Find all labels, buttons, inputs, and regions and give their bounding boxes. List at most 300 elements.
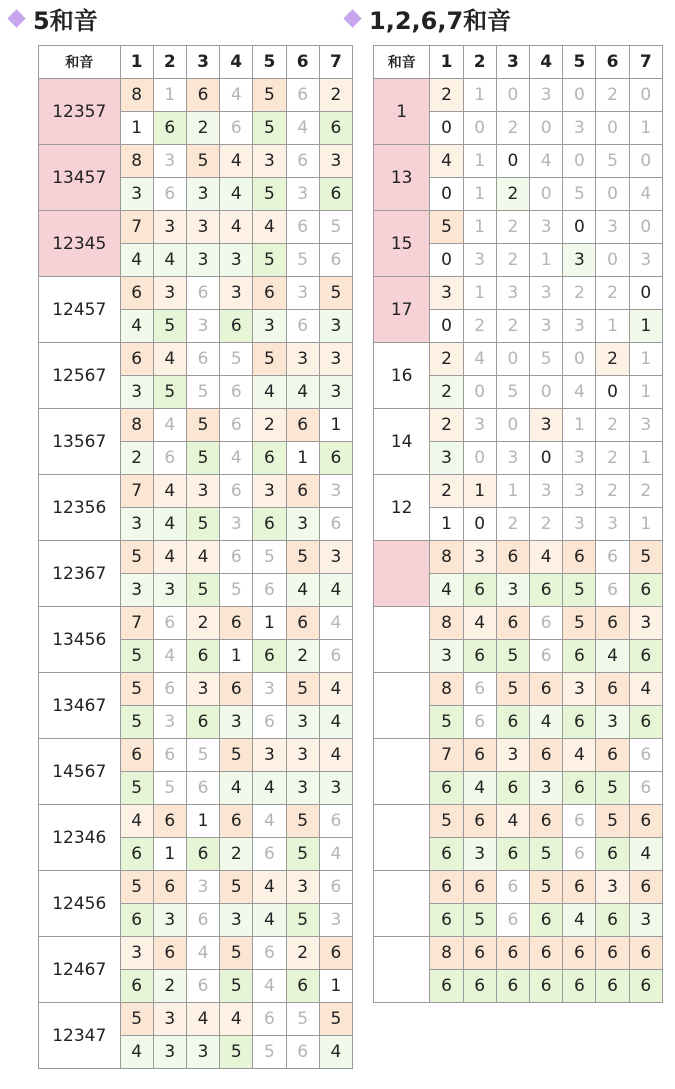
header-degree: 4 bbox=[530, 46, 563, 79]
degree-value: 6 bbox=[120, 904, 153, 937]
degree-value: 3 bbox=[286, 277, 319, 310]
degree-value: 6 bbox=[186, 343, 219, 376]
chord-label: 17 bbox=[374, 277, 430, 343]
degree-value: 0 bbox=[596, 376, 629, 409]
degree-value: 6 bbox=[530, 673, 563, 706]
degree-value: 6 bbox=[530, 937, 563, 970]
degree-value: 3 bbox=[463, 541, 496, 574]
degree-value: 3 bbox=[319, 343, 352, 376]
degree-value: 2 bbox=[430, 475, 463, 508]
degree-value: 3 bbox=[220, 277, 253, 310]
degree-value: 5 bbox=[286, 1003, 319, 1036]
degree-value: 3 bbox=[563, 673, 596, 706]
degree-value: 0 bbox=[563, 145, 596, 178]
degree-value: 3 bbox=[253, 475, 286, 508]
table-row bbox=[39, 673, 353, 706]
degree-value: 6 bbox=[629, 871, 662, 904]
degree-value: 4 bbox=[153, 541, 186, 574]
degree-value: 3 bbox=[186, 475, 219, 508]
degree-value: 6 bbox=[629, 706, 662, 739]
degree-value: 6 bbox=[496, 871, 529, 904]
degree-value: 2 bbox=[220, 838, 253, 871]
degree-value: 0 bbox=[596, 112, 629, 145]
degree-value: 6 bbox=[563, 871, 596, 904]
chord-label: 13567 bbox=[39, 409, 121, 475]
table-row bbox=[39, 607, 353, 640]
degree-value: 5 bbox=[153, 772, 186, 805]
degree-value: 2 bbox=[596, 442, 629, 475]
degree-value: 5 bbox=[220, 970, 253, 1003]
degree-value: 6 bbox=[186, 706, 219, 739]
degree-value: 3 bbox=[430, 640, 463, 673]
degree-value: 6 bbox=[220, 541, 253, 574]
degree-value: 1 bbox=[629, 310, 662, 343]
degree-value: 3 bbox=[186, 1036, 219, 1069]
header-chord: 和音 bbox=[374, 46, 430, 79]
degree-value: 6 bbox=[596, 673, 629, 706]
degree-value: 0 bbox=[430, 310, 463, 343]
degree-value: 3 bbox=[596, 871, 629, 904]
degree-value: 6 bbox=[220, 112, 253, 145]
degree-value: 6 bbox=[286, 145, 319, 178]
degree-value: 1 bbox=[120, 112, 153, 145]
table-row bbox=[374, 277, 663, 310]
degree-value: 0 bbox=[563, 343, 596, 376]
degree-value: 4 bbox=[319, 673, 352, 706]
degree-value: 3 bbox=[596, 508, 629, 541]
degree-value: 1 bbox=[629, 376, 662, 409]
degree-value: 6 bbox=[629, 739, 662, 772]
degree-value: 5 bbox=[430, 211, 463, 244]
table-row bbox=[374, 79, 663, 112]
degree-value: 5 bbox=[220, 739, 253, 772]
degree-value: 6 bbox=[430, 970, 463, 1003]
degree-value: 5 bbox=[286, 904, 319, 937]
degree-value: 5 bbox=[120, 640, 153, 673]
degree-value: 6 bbox=[530, 607, 563, 640]
degree-value: 6 bbox=[430, 838, 463, 871]
degree-value: 6 bbox=[530, 805, 563, 838]
degree-value: 6 bbox=[120, 739, 153, 772]
header-degree: 5 bbox=[253, 46, 286, 79]
header-chord: 和音 bbox=[39, 46, 121, 79]
degree-value: 6 bbox=[563, 838, 596, 871]
degree-value: 5 bbox=[286, 805, 319, 838]
degree-value: 4 bbox=[530, 706, 563, 739]
degree-value: 6 bbox=[286, 79, 319, 112]
degree-value: 6 bbox=[220, 673, 253, 706]
degree-value: 6 bbox=[286, 475, 319, 508]
degree-value: 5 bbox=[153, 376, 186, 409]
table-row bbox=[374, 343, 663, 376]
degree-value: 3 bbox=[153, 211, 186, 244]
degree-value: 5 bbox=[286, 541, 319, 574]
degree-value: 0 bbox=[496, 79, 529, 112]
degree-value: 7 bbox=[120, 211, 153, 244]
degree-value: 4 bbox=[220, 178, 253, 211]
degree-value: 8 bbox=[120, 145, 153, 178]
degree-value: 1 bbox=[530, 244, 563, 277]
degree-value: 6 bbox=[153, 739, 186, 772]
degree-value: 6 bbox=[463, 805, 496, 838]
degree-value: 2 bbox=[496, 508, 529, 541]
degree-value: 0 bbox=[563, 79, 596, 112]
degree-value: 3 bbox=[153, 706, 186, 739]
degree-value: 8 bbox=[430, 607, 463, 640]
degree-value: 3 bbox=[319, 475, 352, 508]
degree-value: 3 bbox=[120, 178, 153, 211]
degree-value: 5 bbox=[186, 442, 219, 475]
degree-value: 3 bbox=[153, 904, 186, 937]
degree-value: 4 bbox=[153, 475, 186, 508]
degree-value: 1 bbox=[319, 409, 352, 442]
degree-value: 1 bbox=[253, 607, 286, 640]
degree-value: 6 bbox=[153, 607, 186, 640]
table-row bbox=[39, 277, 353, 310]
degree-value: 4 bbox=[286, 112, 319, 145]
diamond-icon bbox=[7, 9, 25, 27]
degree-value: 6 bbox=[496, 904, 529, 937]
degree-value: 3 bbox=[319, 310, 352, 343]
degree-value: 6 bbox=[496, 838, 529, 871]
degree-value: 4 bbox=[153, 508, 186, 541]
degree-value: 3 bbox=[530, 79, 563, 112]
degree-value: 4 bbox=[319, 739, 352, 772]
degree-value: 3 bbox=[186, 211, 219, 244]
degree-value: 6 bbox=[120, 343, 153, 376]
degree-value: 6 bbox=[463, 937, 496, 970]
degree-value: 4 bbox=[220, 772, 253, 805]
degree-value: 1 bbox=[463, 211, 496, 244]
degree-value: 3 bbox=[563, 244, 596, 277]
degree-value: 2 bbox=[430, 409, 463, 442]
degree-value: 6 bbox=[563, 937, 596, 970]
degree-value: 6 bbox=[286, 970, 319, 1003]
degree-value: 3 bbox=[120, 376, 153, 409]
degree-value: 4 bbox=[186, 937, 219, 970]
header-degree: 7 bbox=[629, 46, 662, 79]
degree-value: 1 bbox=[463, 475, 496, 508]
degree-value: 4 bbox=[463, 772, 496, 805]
degree-value: 6 bbox=[253, 574, 286, 607]
degree-value: 4 bbox=[253, 211, 286, 244]
degree-value: 6 bbox=[220, 310, 253, 343]
degree-value: 3 bbox=[220, 508, 253, 541]
degree-value: 5 bbox=[596, 805, 629, 838]
degree-value: 5 bbox=[286, 673, 319, 706]
degree-value: 5 bbox=[253, 343, 286, 376]
degree-value: 6 bbox=[286, 211, 319, 244]
degree-value: 6 bbox=[153, 871, 186, 904]
chord-label: 13467 bbox=[39, 673, 121, 739]
degree-value: 8 bbox=[120, 409, 153, 442]
degree-value: 3 bbox=[463, 838, 496, 871]
degree-value: 5 bbox=[563, 607, 596, 640]
degree-value: 6 bbox=[186, 904, 219, 937]
header-degree: 2 bbox=[463, 46, 496, 79]
degree-value: 6 bbox=[563, 970, 596, 1003]
degree-value: 6 bbox=[120, 838, 153, 871]
chord-label: 12567 bbox=[39, 343, 121, 409]
table-row bbox=[39, 937, 353, 970]
degree-value: 5 bbox=[319, 1003, 352, 1036]
degree-value: 5 bbox=[253, 1036, 286, 1069]
header-degree: 4 bbox=[220, 46, 253, 79]
degree-value: 8 bbox=[430, 937, 463, 970]
degree-value: 3 bbox=[186, 178, 219, 211]
degree-value: 6 bbox=[286, 607, 319, 640]
degree-value: 6 bbox=[220, 475, 253, 508]
table-row bbox=[39, 409, 353, 442]
degree-value: 3 bbox=[563, 442, 596, 475]
degree-value: 6 bbox=[253, 508, 286, 541]
degree-value: 3 bbox=[596, 706, 629, 739]
table-row bbox=[39, 475, 353, 508]
degree-value: 4 bbox=[186, 541, 219, 574]
degree-value: 6 bbox=[153, 805, 186, 838]
degree-value: 1 bbox=[463, 145, 496, 178]
degree-value: 6 bbox=[629, 640, 662, 673]
degree-value: 6 bbox=[220, 376, 253, 409]
degree-value: 4 bbox=[120, 1036, 153, 1069]
chord-label bbox=[374, 739, 430, 805]
degree-value: 5 bbox=[186, 145, 219, 178]
degree-value: 3 bbox=[430, 277, 463, 310]
degree-value: 3 bbox=[430, 442, 463, 475]
degree-value: 3 bbox=[286, 178, 319, 211]
table-row bbox=[374, 607, 663, 640]
degree-value: 6 bbox=[153, 112, 186, 145]
degree-value: 6 bbox=[220, 805, 253, 838]
degree-value: 6 bbox=[629, 574, 662, 607]
table-row bbox=[39, 343, 353, 376]
degree-value: 2 bbox=[186, 112, 219, 145]
degree-value: 4 bbox=[319, 1036, 352, 1069]
left-title-text: 5和音 bbox=[33, 6, 98, 35]
degree-value: 6 bbox=[496, 937, 529, 970]
degree-value: 1 bbox=[596, 310, 629, 343]
degree-value: 2 bbox=[286, 640, 319, 673]
degree-value: 6 bbox=[186, 640, 219, 673]
degree-value: 4 bbox=[319, 574, 352, 607]
degree-value: 6 bbox=[253, 277, 286, 310]
degree-value: 6 bbox=[186, 970, 219, 1003]
degree-value: 4 bbox=[220, 442, 253, 475]
degree-value: 0 bbox=[530, 442, 563, 475]
degree-value: 3 bbox=[530, 475, 563, 508]
header-degree: 1 bbox=[430, 46, 463, 79]
degree-value: 6 bbox=[596, 739, 629, 772]
degree-value: 5 bbox=[120, 706, 153, 739]
chord-label bbox=[374, 871, 430, 937]
degree-value: 5 bbox=[463, 904, 496, 937]
degree-value: 5 bbox=[430, 805, 463, 838]
degree-value: 2 bbox=[286, 937, 319, 970]
degree-value: 5 bbox=[596, 772, 629, 805]
table-row bbox=[374, 145, 663, 178]
degree-value: 5 bbox=[530, 871, 563, 904]
degree-value: 4 bbox=[253, 970, 286, 1003]
degree-value: 1 bbox=[629, 508, 662, 541]
degree-value: 3 bbox=[220, 244, 253, 277]
table-row bbox=[39, 805, 353, 838]
chord-label: 13457 bbox=[39, 145, 121, 211]
degree-value: 5 bbox=[253, 541, 286, 574]
degree-value: 1 bbox=[463, 178, 496, 211]
degree-value: 2 bbox=[430, 343, 463, 376]
degree-value: 6 bbox=[319, 640, 352, 673]
degree-value: 3 bbox=[563, 508, 596, 541]
degree-value: 3 bbox=[186, 871, 219, 904]
degree-value: 2 bbox=[496, 310, 529, 343]
degree-value: 0 bbox=[530, 178, 563, 211]
chord-label: 12345 bbox=[39, 211, 121, 277]
degree-value: 5 bbox=[220, 1036, 253, 1069]
degree-value: 3 bbox=[286, 739, 319, 772]
degree-value: 3 bbox=[319, 904, 352, 937]
degree-value: 2 bbox=[496, 244, 529, 277]
degree-value: 4 bbox=[629, 838, 662, 871]
degree-value: 4 bbox=[220, 1003, 253, 1036]
degree-value: 6 bbox=[319, 805, 352, 838]
degree-value: 4 bbox=[120, 310, 153, 343]
diamond-icon bbox=[343, 9, 361, 27]
chord-label: 12457 bbox=[39, 277, 121, 343]
degree-value: 6 bbox=[463, 739, 496, 772]
degree-value: 8 bbox=[430, 541, 463, 574]
chord-label: 16 bbox=[374, 343, 430, 409]
degree-value: 4 bbox=[430, 145, 463, 178]
degree-value: 5 bbox=[120, 541, 153, 574]
degree-value: 1 bbox=[563, 409, 596, 442]
degree-value: 2 bbox=[463, 310, 496, 343]
degree-value: 4 bbox=[463, 343, 496, 376]
degree-value: 4 bbox=[253, 805, 286, 838]
degree-value: 3 bbox=[153, 1003, 186, 1036]
degree-value: 6 bbox=[496, 706, 529, 739]
header-degree: 1 bbox=[120, 46, 153, 79]
degree-value: 4 bbox=[253, 376, 286, 409]
chord-label: 14567 bbox=[39, 739, 121, 805]
degree-value: 5 bbox=[220, 574, 253, 607]
degree-value: 3 bbox=[629, 244, 662, 277]
degree-value: 5 bbox=[220, 871, 253, 904]
degree-value: 4 bbox=[596, 640, 629, 673]
degree-value: 6 bbox=[286, 310, 319, 343]
degree-value: 6 bbox=[186, 838, 219, 871]
degree-value: 6 bbox=[430, 871, 463, 904]
degree-value: 3 bbox=[530, 277, 563, 310]
degree-value: 5 bbox=[120, 673, 153, 706]
degree-value: 6 bbox=[463, 871, 496, 904]
degree-value: 6 bbox=[319, 508, 352, 541]
chord-label bbox=[374, 607, 430, 673]
degree-value: 4 bbox=[319, 706, 352, 739]
degree-value: 3 bbox=[463, 409, 496, 442]
header-degree: 3 bbox=[496, 46, 529, 79]
degree-value: 6 bbox=[319, 871, 352, 904]
degree-value: 5 bbox=[120, 1003, 153, 1036]
degree-value: 5 bbox=[253, 244, 286, 277]
degree-value: 6 bbox=[430, 772, 463, 805]
degree-value: 6 bbox=[530, 739, 563, 772]
table-row bbox=[374, 673, 663, 706]
degree-value: 4 bbox=[563, 376, 596, 409]
degree-value: 0 bbox=[496, 409, 529, 442]
degree-value: 3 bbox=[253, 673, 286, 706]
table-row bbox=[39, 145, 353, 178]
degree-value: 4 bbox=[153, 244, 186, 277]
degree-value: 5 bbox=[220, 343, 253, 376]
degree-value: 2 bbox=[430, 79, 463, 112]
degree-value: 6 bbox=[530, 574, 563, 607]
table-row bbox=[374, 937, 663, 970]
chord-label: 12367 bbox=[39, 541, 121, 607]
degree-value: 6 bbox=[629, 937, 662, 970]
degree-value: 5 bbox=[319, 211, 352, 244]
degree-value: 6 bbox=[496, 607, 529, 640]
degree-value: 6 bbox=[319, 937, 352, 970]
degree-value: 6 bbox=[186, 277, 219, 310]
degree-value: 4 bbox=[319, 838, 352, 871]
degree-value: 1 bbox=[153, 838, 186, 871]
degree-value: 5 bbox=[186, 508, 219, 541]
chord-label bbox=[374, 541, 430, 607]
degree-value: 6 bbox=[596, 904, 629, 937]
degree-value: 3 bbox=[253, 739, 286, 772]
degree-value: 4 bbox=[286, 574, 319, 607]
degree-value: 2 bbox=[186, 607, 219, 640]
degree-value: 2 bbox=[596, 343, 629, 376]
degree-value: 4 bbox=[319, 607, 352, 640]
degree-value: 2 bbox=[596, 277, 629, 310]
degree-value: 3 bbox=[319, 376, 352, 409]
degree-value: 1 bbox=[319, 970, 352, 1003]
degree-value: 2 bbox=[120, 442, 153, 475]
degree-value: 5 bbox=[153, 310, 186, 343]
degree-value: 0 bbox=[530, 112, 563, 145]
degree-value: 3 bbox=[496, 574, 529, 607]
degree-value: 6 bbox=[629, 772, 662, 805]
degree-value: 6 bbox=[596, 607, 629, 640]
degree-value: 3 bbox=[120, 937, 153, 970]
degree-value: 1 bbox=[220, 640, 253, 673]
header-degree: 3 bbox=[186, 46, 219, 79]
degree-value: 4 bbox=[253, 772, 286, 805]
table-row bbox=[374, 805, 663, 838]
degree-value: 3 bbox=[153, 145, 186, 178]
degree-value: 2 bbox=[563, 277, 596, 310]
table-row bbox=[39, 541, 353, 574]
header-degree: 7 bbox=[319, 46, 352, 79]
degree-value: 0 bbox=[430, 112, 463, 145]
degree-value: 4 bbox=[253, 871, 286, 904]
degree-value: 4 bbox=[286, 376, 319, 409]
degree-value: 2 bbox=[596, 409, 629, 442]
degree-value: 5 bbox=[120, 772, 153, 805]
degree-value: 6 bbox=[220, 409, 253, 442]
degree-value: 6 bbox=[563, 805, 596, 838]
degree-value: 4 bbox=[186, 1003, 219, 1036]
degree-value: 1 bbox=[463, 79, 496, 112]
degree-value: 3 bbox=[120, 574, 153, 607]
degree-value: 6 bbox=[286, 409, 319, 442]
degree-value: 4 bbox=[563, 904, 596, 937]
degree-value: 4 bbox=[153, 343, 186, 376]
degree-value: 3 bbox=[563, 475, 596, 508]
degree-value: 3 bbox=[596, 211, 629, 244]
degree-value: 6 bbox=[563, 541, 596, 574]
